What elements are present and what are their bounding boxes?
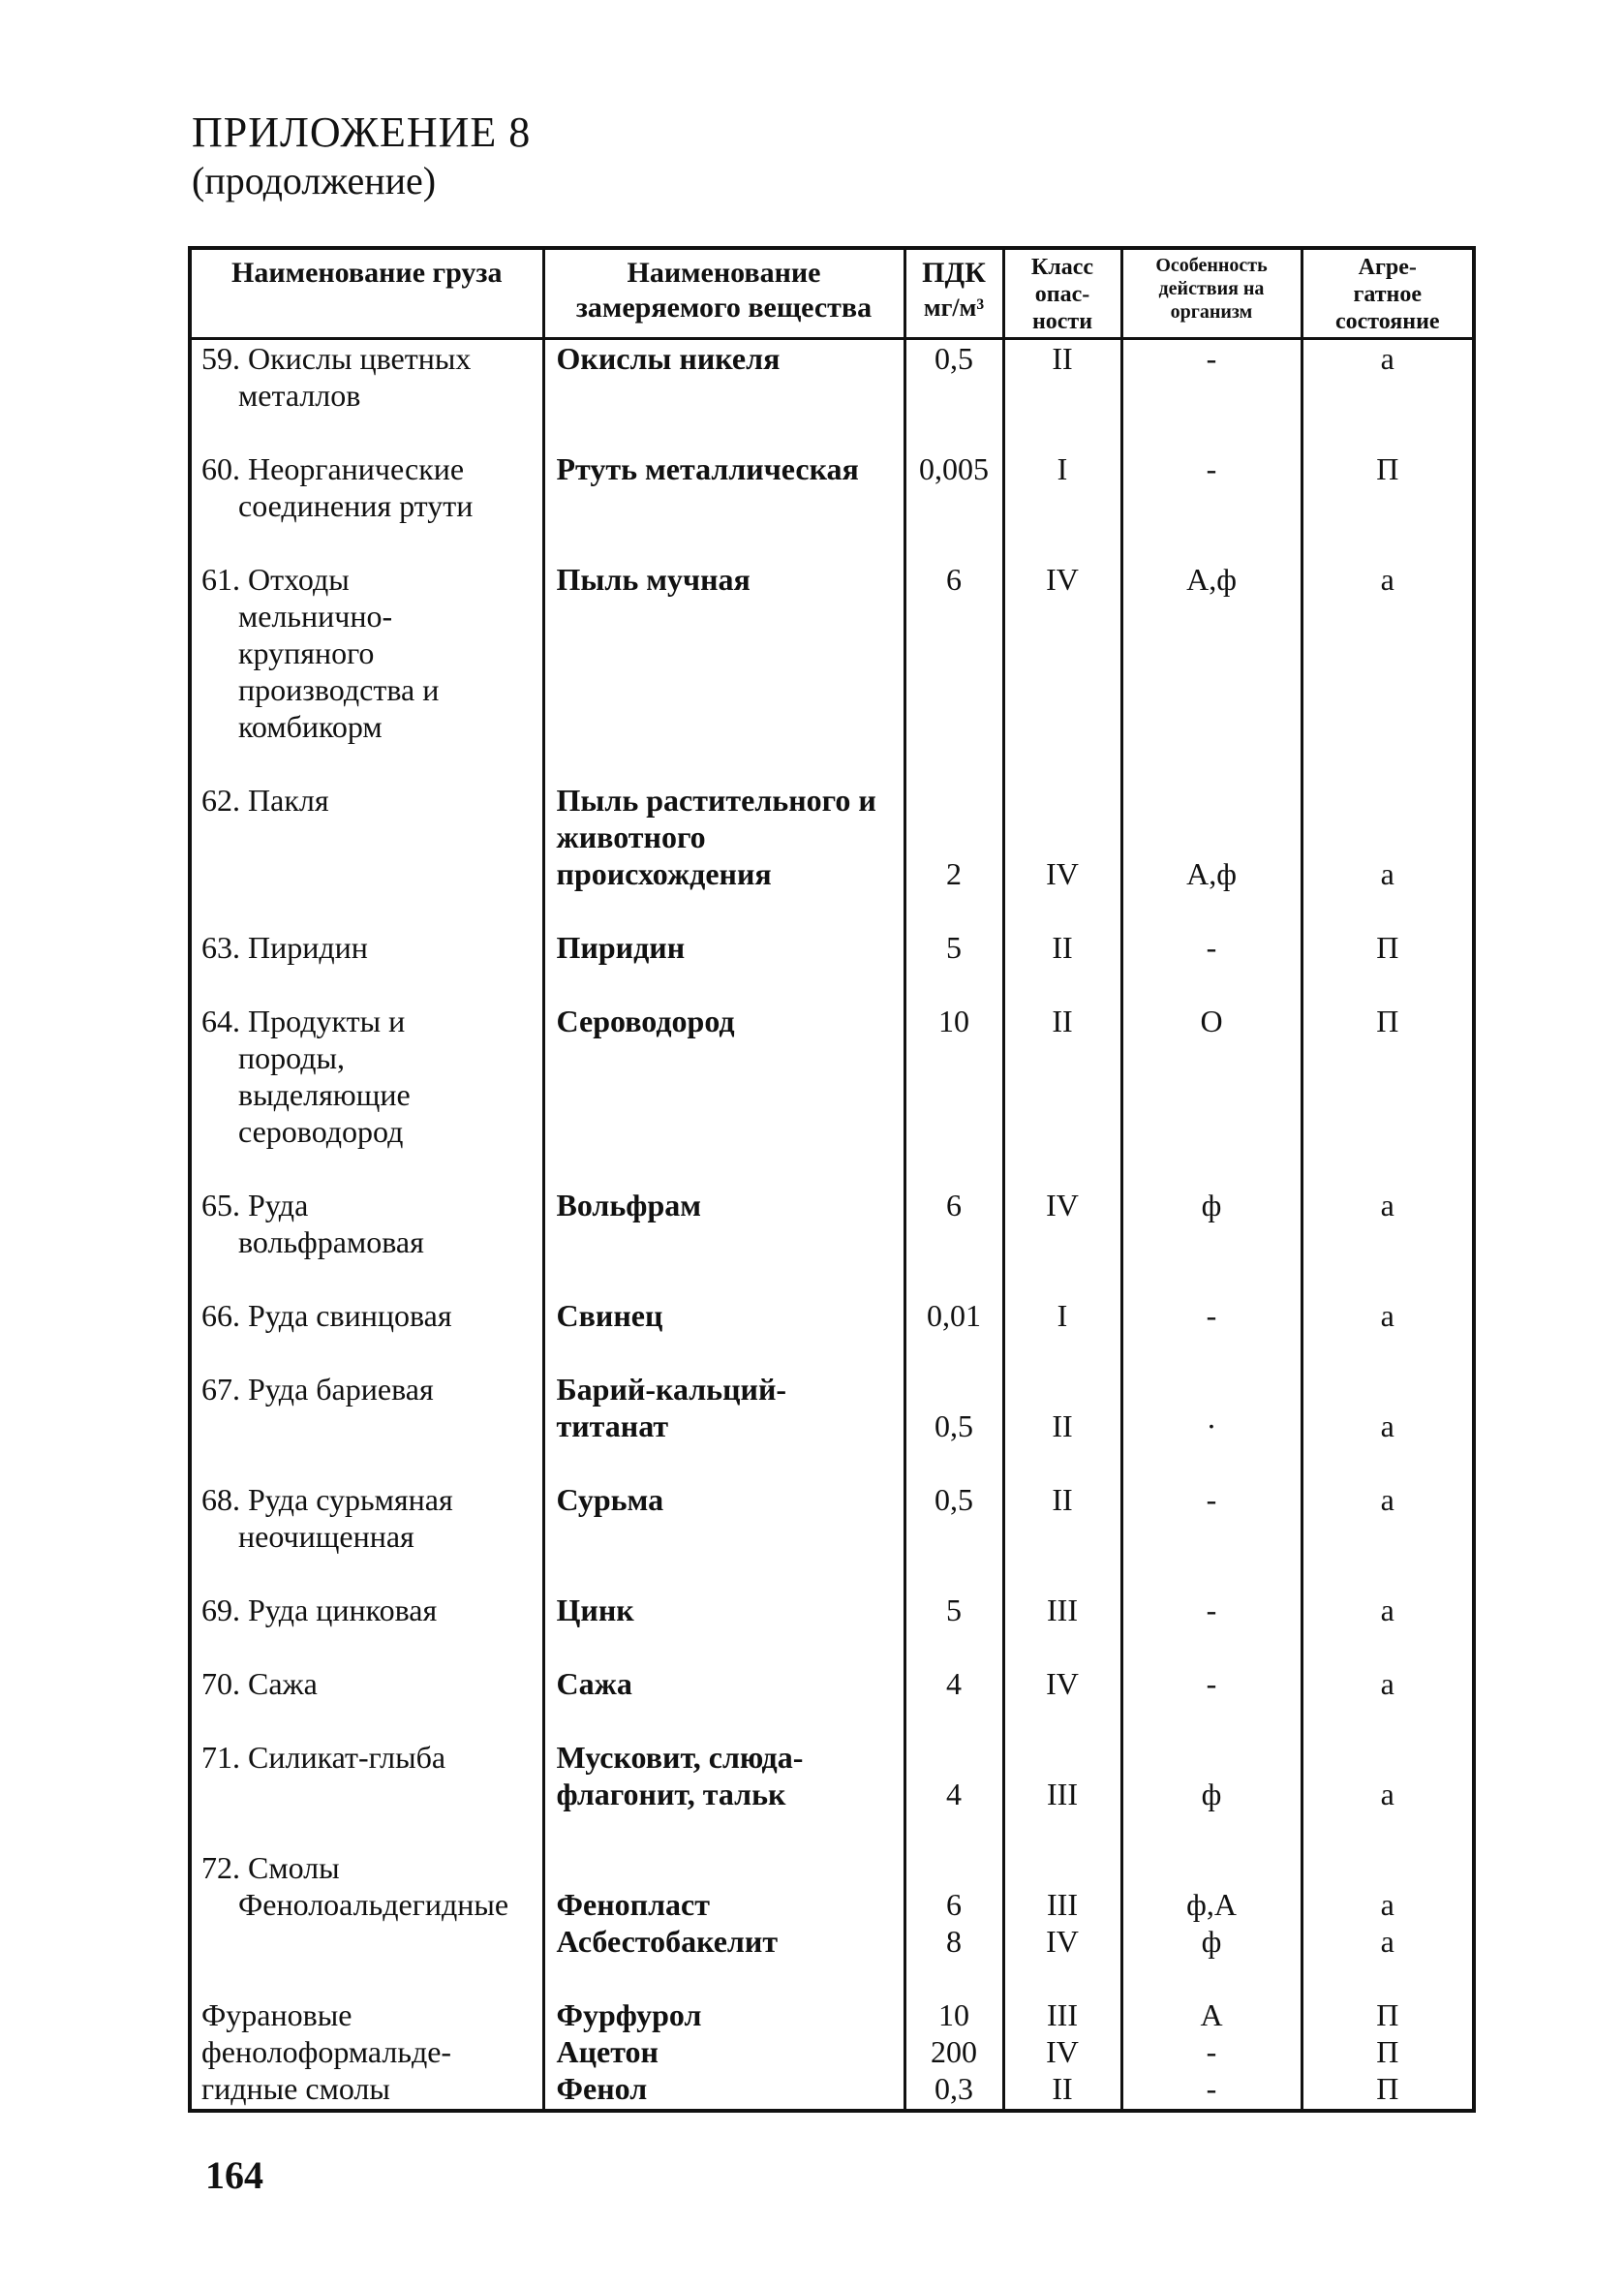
effect-cell: - xyxy=(1121,339,1302,451)
table-row xyxy=(190,782,1474,929)
hazard-class-cell: III xyxy=(1003,1592,1121,1665)
table-row xyxy=(190,561,1474,782)
cargo-name-cell: 69. Руда цинковая xyxy=(190,1592,543,1665)
pdk-cell: 0,5 xyxy=(904,339,1003,451)
aggregate-state-cell: а xyxy=(1302,1481,1474,1592)
substance-cell: Барий-кальций- титанат xyxy=(543,1371,904,1481)
appendix-title: ПРИЛОЖЕНИЕ 8 xyxy=(192,108,532,156)
hazard-class-cell: III IV xyxy=(1003,1849,1121,1996)
aggregate-state-cell: а xyxy=(1302,782,1474,929)
substance-cell: Свинец xyxy=(543,1297,904,1371)
aggregate-state-cell: П xyxy=(1302,1003,1474,1187)
aggregate-state-cell: а xyxy=(1302,561,1474,782)
substance-cell: Фенопласт Асбестобакелит xyxy=(543,1849,904,1996)
cargo-name-cell: 62. Пакля xyxy=(190,782,543,929)
aggregate-state-cell: а xyxy=(1302,1592,1474,1665)
table-row xyxy=(190,1592,1474,1665)
effect-cell: - xyxy=(1121,450,1302,561)
pdk-cell: 2 xyxy=(904,782,1003,929)
substance-cell: Пыль мучная xyxy=(543,561,904,782)
hazard-class-cell: II xyxy=(1003,929,1121,1003)
effect-cell: ф xyxy=(1121,1187,1302,1297)
aggregate-state-cell: а xyxy=(1302,1665,1474,1739)
pdk-cell: 6 xyxy=(904,561,1003,782)
substance-cell: Пиридин xyxy=(543,929,904,1003)
aggregate-state-cell: а xyxy=(1302,1371,1474,1481)
table-row xyxy=(190,1297,1474,1371)
table-row xyxy=(190,450,1474,561)
aggregate-state-cell: а xyxy=(1302,1297,1474,1371)
substance-cell: Вольфрам xyxy=(543,1187,904,1297)
page-number: 164 xyxy=(205,2153,263,2197)
hazard-class-cell: IV xyxy=(1003,782,1121,929)
hazard-class-cell: II xyxy=(1003,339,1121,451)
table-row xyxy=(190,339,1474,451)
hazard-class-cell: I xyxy=(1003,1297,1121,1371)
cargo-name-cell: 61. Отходы мельнично- крупяного производства и комбикорм xyxy=(190,561,543,782)
aggregate-state-cell: а а xyxy=(1302,1849,1474,1996)
hazard-class-cell: IV xyxy=(1003,1187,1121,1297)
effect-cell: - xyxy=(1121,929,1302,1003)
aggregate-state-cell: П П П xyxy=(1302,1996,1474,2111)
header-aggregate-state: Агре- гатное состояние xyxy=(1302,248,1474,339)
cargo-name-cell: 71. Силикат-глыба xyxy=(190,1739,543,1849)
pdk-cell: 0,5 xyxy=(904,1481,1003,1592)
hazard-class-cell: IV xyxy=(1003,561,1121,782)
pdk-cell: 4 xyxy=(904,1739,1003,1849)
effect-cell: ф,А ф xyxy=(1121,1849,1302,1996)
table-header xyxy=(190,248,1474,339)
pdk-cell: 6 xyxy=(904,1187,1003,1297)
pdk-cell: 10 200 0,3 xyxy=(904,1996,1003,2111)
table-row xyxy=(190,1739,1474,1849)
hazard-table-wrap xyxy=(188,246,1472,2113)
pdk-cell: 0,5 xyxy=(904,1371,1003,1481)
substance-cell: Ртуть металлическая xyxy=(543,450,904,561)
effect-cell: - xyxy=(1121,1297,1302,1371)
page-heading xyxy=(192,108,531,205)
effect-cell: А,ф xyxy=(1121,782,1302,929)
header-effect: Особенность действия на организм xyxy=(1121,248,1302,339)
cargo-name-cell: 72. Смолы Фенолоальдегидные xyxy=(190,1849,543,1996)
hazard-class-cell: III xyxy=(1003,1739,1121,1849)
pdk-cell: 10 xyxy=(904,1003,1003,1187)
table-row xyxy=(190,1481,1474,1592)
hazard-table xyxy=(188,246,1476,2113)
cargo-name-cell: 70. Сажа xyxy=(190,1665,543,1739)
effect-cell: - xyxy=(1121,1665,1302,1739)
table-row xyxy=(190,1187,1474,1297)
header-cargo: Наименование груза xyxy=(190,248,543,339)
hazard-class-cell: II xyxy=(1003,1371,1121,1481)
substance-cell: Фурфурол Ацетон Фенол xyxy=(543,1996,904,2111)
table-row xyxy=(190,1371,1474,1481)
effect-cell: - xyxy=(1121,1481,1302,1592)
cargo-name-cell: 68. Руда сурьмяная неочищенная xyxy=(190,1481,543,1592)
cargo-name-cell: 64. Продукты и породы, выделяющие сероводород xyxy=(190,1003,543,1187)
pdk-cell: 5 xyxy=(904,1592,1003,1665)
substance-cell: Окислы никеля xyxy=(543,339,904,451)
effect-cell: - xyxy=(1121,1592,1302,1665)
header-substance: Наименование замеряемого вещества xyxy=(543,248,904,339)
aggregate-state-cell: П xyxy=(1302,450,1474,561)
hazard-class-cell: I xyxy=(1003,450,1121,561)
pdk-cell: 6 8 xyxy=(904,1849,1003,1996)
pdk-cell: 0,01 xyxy=(904,1297,1003,1371)
effect-cell: · xyxy=(1121,1371,1302,1481)
substance-cell: Сурьма xyxy=(543,1481,904,1592)
table-row xyxy=(190,1996,1474,2111)
substance-cell: Цинк xyxy=(543,1592,904,1665)
hazard-class-cell: II xyxy=(1003,1003,1121,1187)
aggregate-state-cell: П xyxy=(1302,929,1474,1003)
table-row xyxy=(190,1003,1474,1187)
substance-cell: Пыль растительного и животного происхождения xyxy=(543,782,904,929)
pdk-cell: 0,005 xyxy=(904,450,1003,561)
table-row xyxy=(190,929,1474,1003)
effect-cell: А,ф xyxy=(1121,561,1302,782)
header-hazard-class: Класс опас- ности xyxy=(1003,248,1121,339)
appendix-subtitle: (продолжение) xyxy=(192,159,437,202)
cargo-name-cell: 59. Окислы цветных металлов xyxy=(190,339,543,451)
cargo-name-cell: 66. Руда свинцовая xyxy=(190,1297,543,1371)
cargo-name-cell: Фурановые фенолоформальде- гидные смолы xyxy=(190,1996,543,2111)
substance-cell: Сероводород xyxy=(543,1003,904,1187)
cargo-name-cell: 60. Неорганические соединения ртути xyxy=(190,450,543,561)
table-body xyxy=(190,339,1474,2112)
pdk-cell: 5 xyxy=(904,929,1003,1003)
hazard-class-cell: III IV II xyxy=(1003,1996,1121,2111)
table-row xyxy=(190,1665,1474,1739)
cargo-name-cell: 63. Пиридин xyxy=(190,929,543,1003)
header-pdk: ПДК мг/м³ xyxy=(904,248,1003,339)
cargo-name-cell: 67. Руда бариевая xyxy=(190,1371,543,1481)
table-row xyxy=(190,1849,1474,1996)
effect-cell: ф xyxy=(1121,1739,1302,1849)
aggregate-state-cell: а xyxy=(1302,339,1474,451)
hazard-class-cell: IV xyxy=(1003,1665,1121,1739)
pdk-cell: 4 xyxy=(904,1665,1003,1739)
aggregate-state-cell: а xyxy=(1302,1739,1474,1849)
substance-cell: Сажа xyxy=(543,1665,904,1739)
substance-cell: Мусковит, слюда- флагонит, тальк xyxy=(543,1739,904,1849)
aggregate-state-cell: а xyxy=(1302,1187,1474,1297)
effect-cell: А - - xyxy=(1121,1996,1302,2111)
hazard-class-cell: II xyxy=(1003,1481,1121,1592)
cargo-name-cell: 65. Руда вольфрамовая xyxy=(190,1187,543,1297)
effect-cell: О xyxy=(1121,1003,1302,1187)
